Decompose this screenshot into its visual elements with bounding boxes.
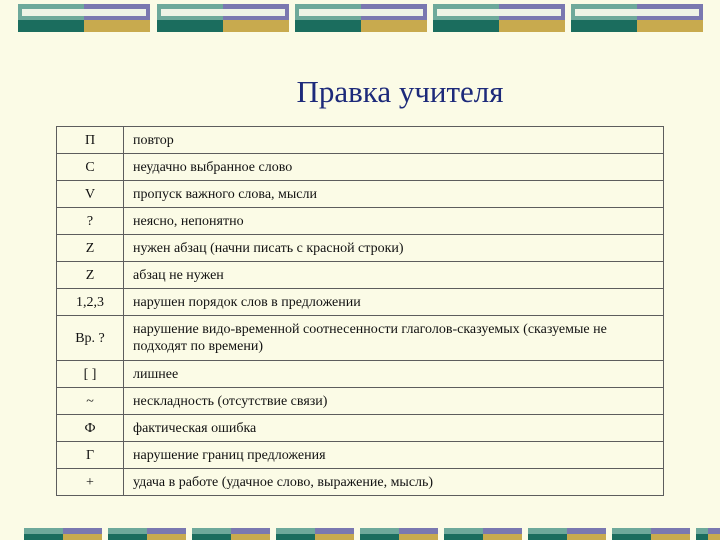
band-segment	[528, 534, 567, 540]
mark-meaning: абзац не нужен	[124, 262, 664, 289]
mark-meaning: неудачно выбранное слово	[124, 154, 664, 181]
band-segment	[483, 534, 522, 540]
band-segment	[637, 20, 703, 32]
band-segment	[567, 534, 606, 540]
table-row	[57, 181, 664, 208]
band-segment	[444, 534, 483, 540]
table-row	[57, 361, 664, 388]
top-decorative-band	[0, 4, 720, 34]
table-row	[57, 316, 664, 361]
mark-symbol: Z	[57, 235, 124, 262]
mark-symbol: ~	[57, 388, 124, 415]
band-segment	[696, 534, 708, 540]
table-row	[57, 208, 664, 235]
band-segment	[24, 534, 63, 540]
mark-meaning: нужен абзац (начни писать с красной строки)	[124, 235, 664, 262]
band-segment	[161, 9, 285, 16]
band-segment	[315, 534, 354, 540]
table-row	[57, 415, 664, 442]
slide-title: Правка учителя	[296, 74, 504, 109]
mark-meaning: нарушение видо-временной соотнесенности глаголов-сказуемых (сказуемые не подходят по времени)	[124, 316, 664, 361]
mark-meaning: повтор	[124, 127, 664, 154]
mark-meaning: неясно, непонятно	[124, 208, 664, 235]
band-segment	[108, 534, 147, 540]
table-row	[57, 127, 664, 154]
bottom-decorative-band	[0, 528, 720, 540]
band-segment	[147, 534, 186, 540]
band-segment	[499, 20, 565, 32]
band-segment	[361, 20, 427, 32]
table-row	[57, 289, 664, 316]
mark-symbol: +	[57, 469, 124, 496]
band-segment	[18, 20, 84, 32]
mark-meaning: лишнее	[124, 361, 664, 388]
table-row	[57, 235, 664, 262]
mark-symbol: Г	[57, 442, 124, 469]
table-row	[57, 442, 664, 469]
band-segment	[63, 534, 102, 540]
mark-symbol: ?	[57, 208, 124, 235]
mark-meaning: удача в работе (удачное слово, выражение, мысль)	[124, 469, 664, 496]
band-segment	[295, 20, 361, 32]
table-row	[57, 262, 664, 289]
table-row	[57, 154, 664, 181]
band-segment	[612, 534, 651, 540]
band-segment	[360, 534, 399, 540]
mark-meaning: пропуск важного слова, мысли	[124, 181, 664, 208]
mark-symbol: 1,2,3	[57, 289, 124, 316]
band-segment	[22, 9, 146, 16]
correction-marks-table	[56, 126, 664, 496]
band-segment	[223, 20, 289, 32]
table-row	[57, 388, 664, 415]
table-row	[57, 469, 664, 496]
band-segment	[571, 20, 637, 32]
mark-meaning: фактическая ошибка	[124, 415, 664, 442]
band-segment	[299, 9, 423, 16]
band-segment	[433, 20, 499, 32]
band-segment	[437, 9, 561, 16]
mark-symbol: Ф	[57, 415, 124, 442]
mark-symbol: П	[57, 127, 124, 154]
mark-symbol: Z	[57, 262, 124, 289]
band-segment	[276, 534, 315, 540]
mark-symbol: V	[57, 181, 124, 208]
mark-symbol: Вр. ?	[57, 316, 124, 361]
mark-symbol: [ ]	[57, 361, 124, 388]
mark-symbol: С	[57, 154, 124, 181]
mark-meaning: нарушен порядок слов в предложении	[124, 289, 664, 316]
band-segment	[192, 534, 231, 540]
band-segment	[84, 20, 150, 32]
band-segment	[399, 534, 438, 540]
band-segment	[231, 534, 270, 540]
mark-meaning: нескладность (отсутствие связи)	[124, 388, 664, 415]
band-segment	[708, 534, 720, 540]
mark-meaning: нарушение границ предложения	[124, 442, 664, 469]
band-segment	[157, 20, 223, 32]
band-segment	[575, 9, 699, 16]
band-segment	[651, 534, 690, 540]
